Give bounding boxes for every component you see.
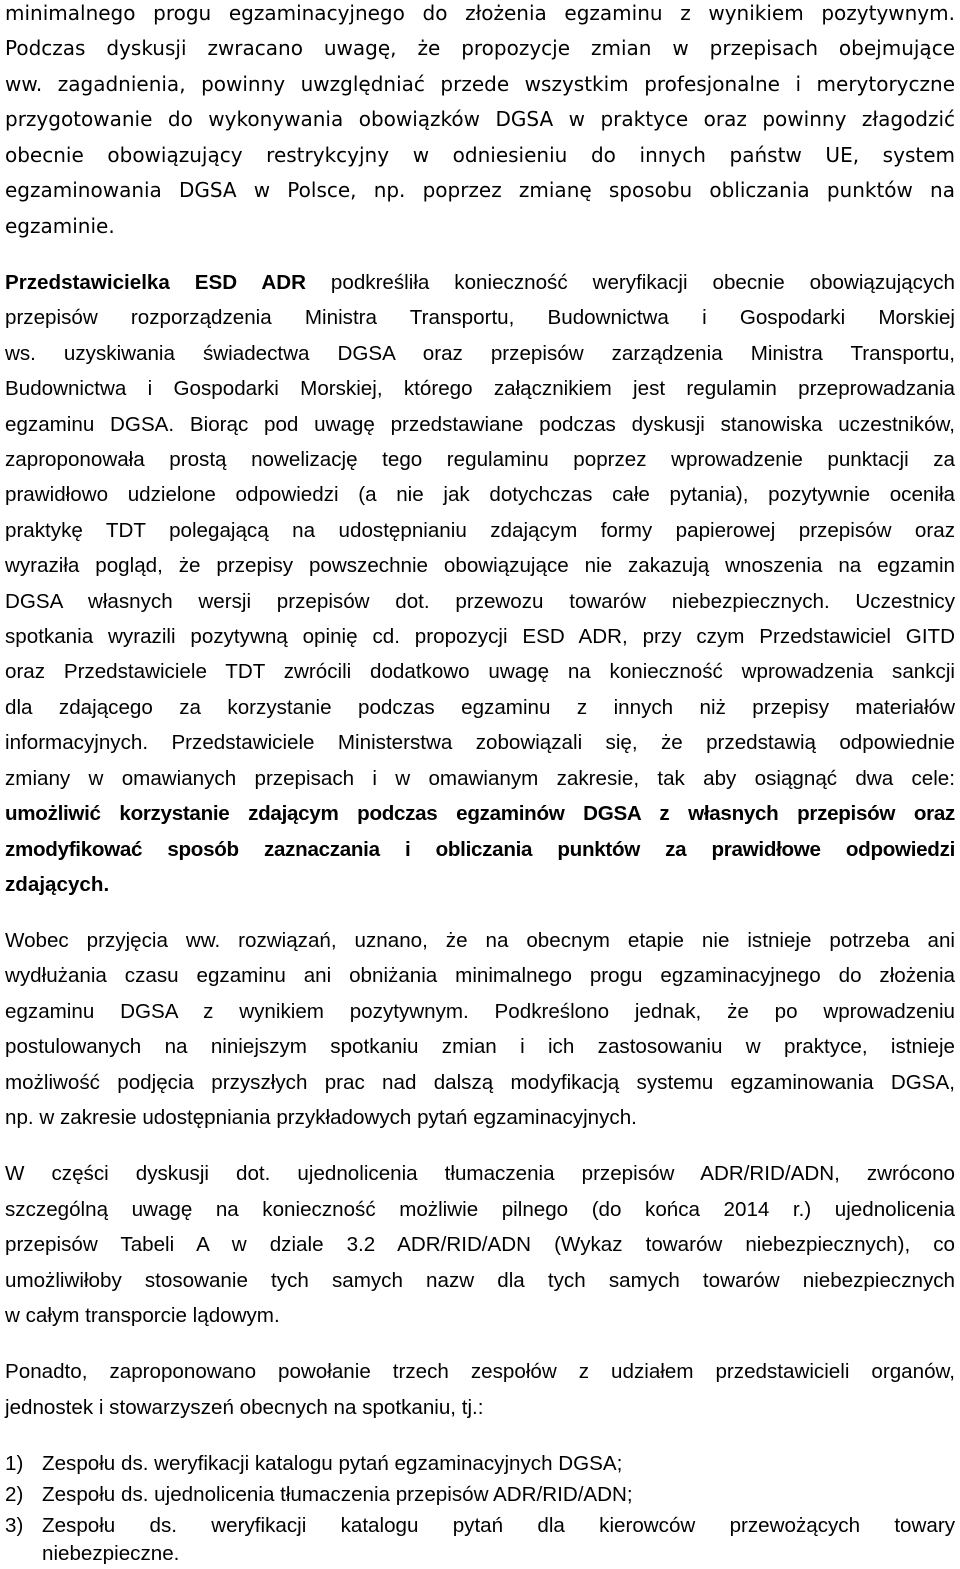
text-line: prawidłowo udzielone odpowiedzi (a nie jak dotychczas całe pytania), pozytywnie oceniła <box>5 483 955 506</box>
text-line: W części dyskusji dot. ujednolicenia tłumaczenia przepisów ADR/RID/ADN, zwrócono <box>5 1162 955 1185</box>
text-line: jednostek i stowarzyszeń obecnych na spotkaniu, tj.: <box>5 1396 484 1419</box>
text-line: przepisów Tabeli A w dziale 3.2 ADR/RID/ADN (Wykaz towarów niebezpiecznych), co <box>5 1233 955 1256</box>
list-item <box>5 1451 955 1477</box>
text-line: DGSA własnych wersji przepisów dot. przewozu towarów niebezpiecznych. Uczestnicy <box>5 590 955 613</box>
text-line: postulowanych na niniejszym spotkaniu zmian i ich zastosowaniu w praktyce, istnieje <box>5 1035 955 1058</box>
list-item <box>5 1482 955 1508</box>
text-line-bold: zmodyfikować sposób zaznaczania i obliczania punktów za prawidłowe odpowiedzi <box>5 838 955 861</box>
list-item-number: 2) <box>5 1483 24 1506</box>
text-line: wyraziła pogląd, że przepisy powszechnie obowiązujące nie zakazują wnoszenia na egzamin <box>5 554 955 577</box>
text-line: informacyjnych. Przedstawiciele Ministerstwa zobowiązali się, że przedstawią odpowiednie <box>5 731 955 754</box>
list-item-text: Zespołu ds. weryfikacji katalogu pytań dla kierowców przewożących towary <box>42 1514 955 1537</box>
text-line: ws. uzyskiwania świadectwa DGSA oraz przepisów zarządzenia Ministra Transportu, <box>5 342 955 365</box>
text-line: np. w zakresie udostępniania przykładowych pytań egzaminacyjnych. <box>5 1106 637 1129</box>
text-span: podkreśliła konieczność weryfikacji obecnie obowiązujących <box>305 271 955 294</box>
text-line: egzaminie. <box>5 214 115 238</box>
text-line: obecnie obowiązujący restrykcyjny w odniesieniu do innych państw UE, system <box>5 143 955 167</box>
text-line: wydłużania czasu egzaminu ani obniżania minimalnego progu egzaminacyjnego do złożenia <box>5 964 955 987</box>
text-line: Podczas dyskusji zwracano uwagę, że propozycje zmian w przepisach obejmujące <box>5 36 955 60</box>
text-line: Budownictwa i Gospodarki Morskiej, którego załącznikiem jest regulamin przeprowadzania <box>5 377 955 400</box>
list-item-text: Zespołu ds. ujednolicenia tłumaczenia przepisów ADR/RID/ADN; <box>42 1483 633 1506</box>
text-line: Wobec przyjęcia ww. rozwiązań, uznano, że na obecnym etapie nie istnieje potrzeba ani <box>5 929 955 952</box>
text-line: Ponadto, zaproponowano powołanie trzech zespołów z udziałem przedstawicieli organów, <box>5 1360 955 1383</box>
text-line: zaproponowała prostą nowelizację tego regulaminu poprzez wprowadzenie punktacji za <box>5 448 955 471</box>
text-line: szczególną uwagę na konieczność możliwie pilnego (do końca 2014 r.) ujednolicenia <box>5 1198 955 1221</box>
text-line: spotkania wyrazili pozytywną opinię cd. propozycji ESD ADR, przy czym Przedstawiciel GITD <box>5 625 955 648</box>
text-line: egzaminowania DGSA w Polsce, np. poprzez zmianę sposobu obliczania punktów na <box>5 178 955 202</box>
text-line <box>5 270 955 296</box>
text-line: w całym transporcie lądowym. <box>5 1304 280 1327</box>
text-line: egzaminu DGSA. Biorąc pod uwagę przedstawiane podczas dyskusji stanowiska uczestników, <box>5 413 955 436</box>
text-line: przygotowanie do wykonywania obowiązków DGSA w praktyce oraz powinny złagodzić <box>5 107 955 131</box>
speaker-name: Przedstawicielka ESD ADR <box>5 271 306 294</box>
text-line: przepisów rozporządzenia Ministra Transportu, Budownictwa i Gospodarki Morskiej <box>5 306 955 329</box>
list-item-number: 3) <box>5 1514 24 1537</box>
text-line-bold: zdających. <box>5 873 110 896</box>
list-item <box>5 1513 955 1539</box>
text-line: zmiany w omawianych przepisach i w omawianym zakresie, tak aby osiągnąć dwa cele: <box>5 767 955 790</box>
text-line: możliwość podjęcia przyszłych prac nad dalszą modyfikacją systemu egzaminowania DGSA, <box>5 1071 955 1094</box>
text-line: praktykę TDT polegającą na udostępnianiu zdającym formy papierowej przepisów oraz <box>5 519 955 542</box>
text-line: minimalnego progu egzaminacyjnego do złożenia egzaminu z wynikiem pozytywnym. <box>5 1 955 25</box>
list-item-text: Zespołu ds. weryfikacji katalogu pytań egzaminacyjnych DGSA; <box>42 1452 623 1475</box>
text-line: egzaminu DGSA z wynikiem pozytywnym. Podkreślono jednak, że po wprowadzeniu <box>5 1000 955 1023</box>
text-line: oraz Przedstawiciele TDT zwrócili dodatkowo uwagę na konieczność wprowadzenia sankcji <box>5 660 955 683</box>
text-line: dla zdającego za korzystanie podczas egzaminu z innych niż przepisy materiałów <box>5 696 955 719</box>
text-line-bold: umożliwić korzystanie zdającym podczas egzaminów DGSA z własnych przepisów oraz <box>5 802 955 825</box>
list-item-continuation <box>5 1541 955 1567</box>
list-item-text: niebezpieczne. <box>42 1542 180 1565</box>
list-item-number: 1) <box>5 1452 24 1475</box>
text-line: umożliwiłoby stosowanie tych samych nazw dla tych samych towarów niebezpiecznych <box>5 1269 955 1292</box>
text-line: ww. zagadnienia, powinny uwzględniać przede wszystkim profesjonalne i merytoryczne <box>5 72 955 96</box>
